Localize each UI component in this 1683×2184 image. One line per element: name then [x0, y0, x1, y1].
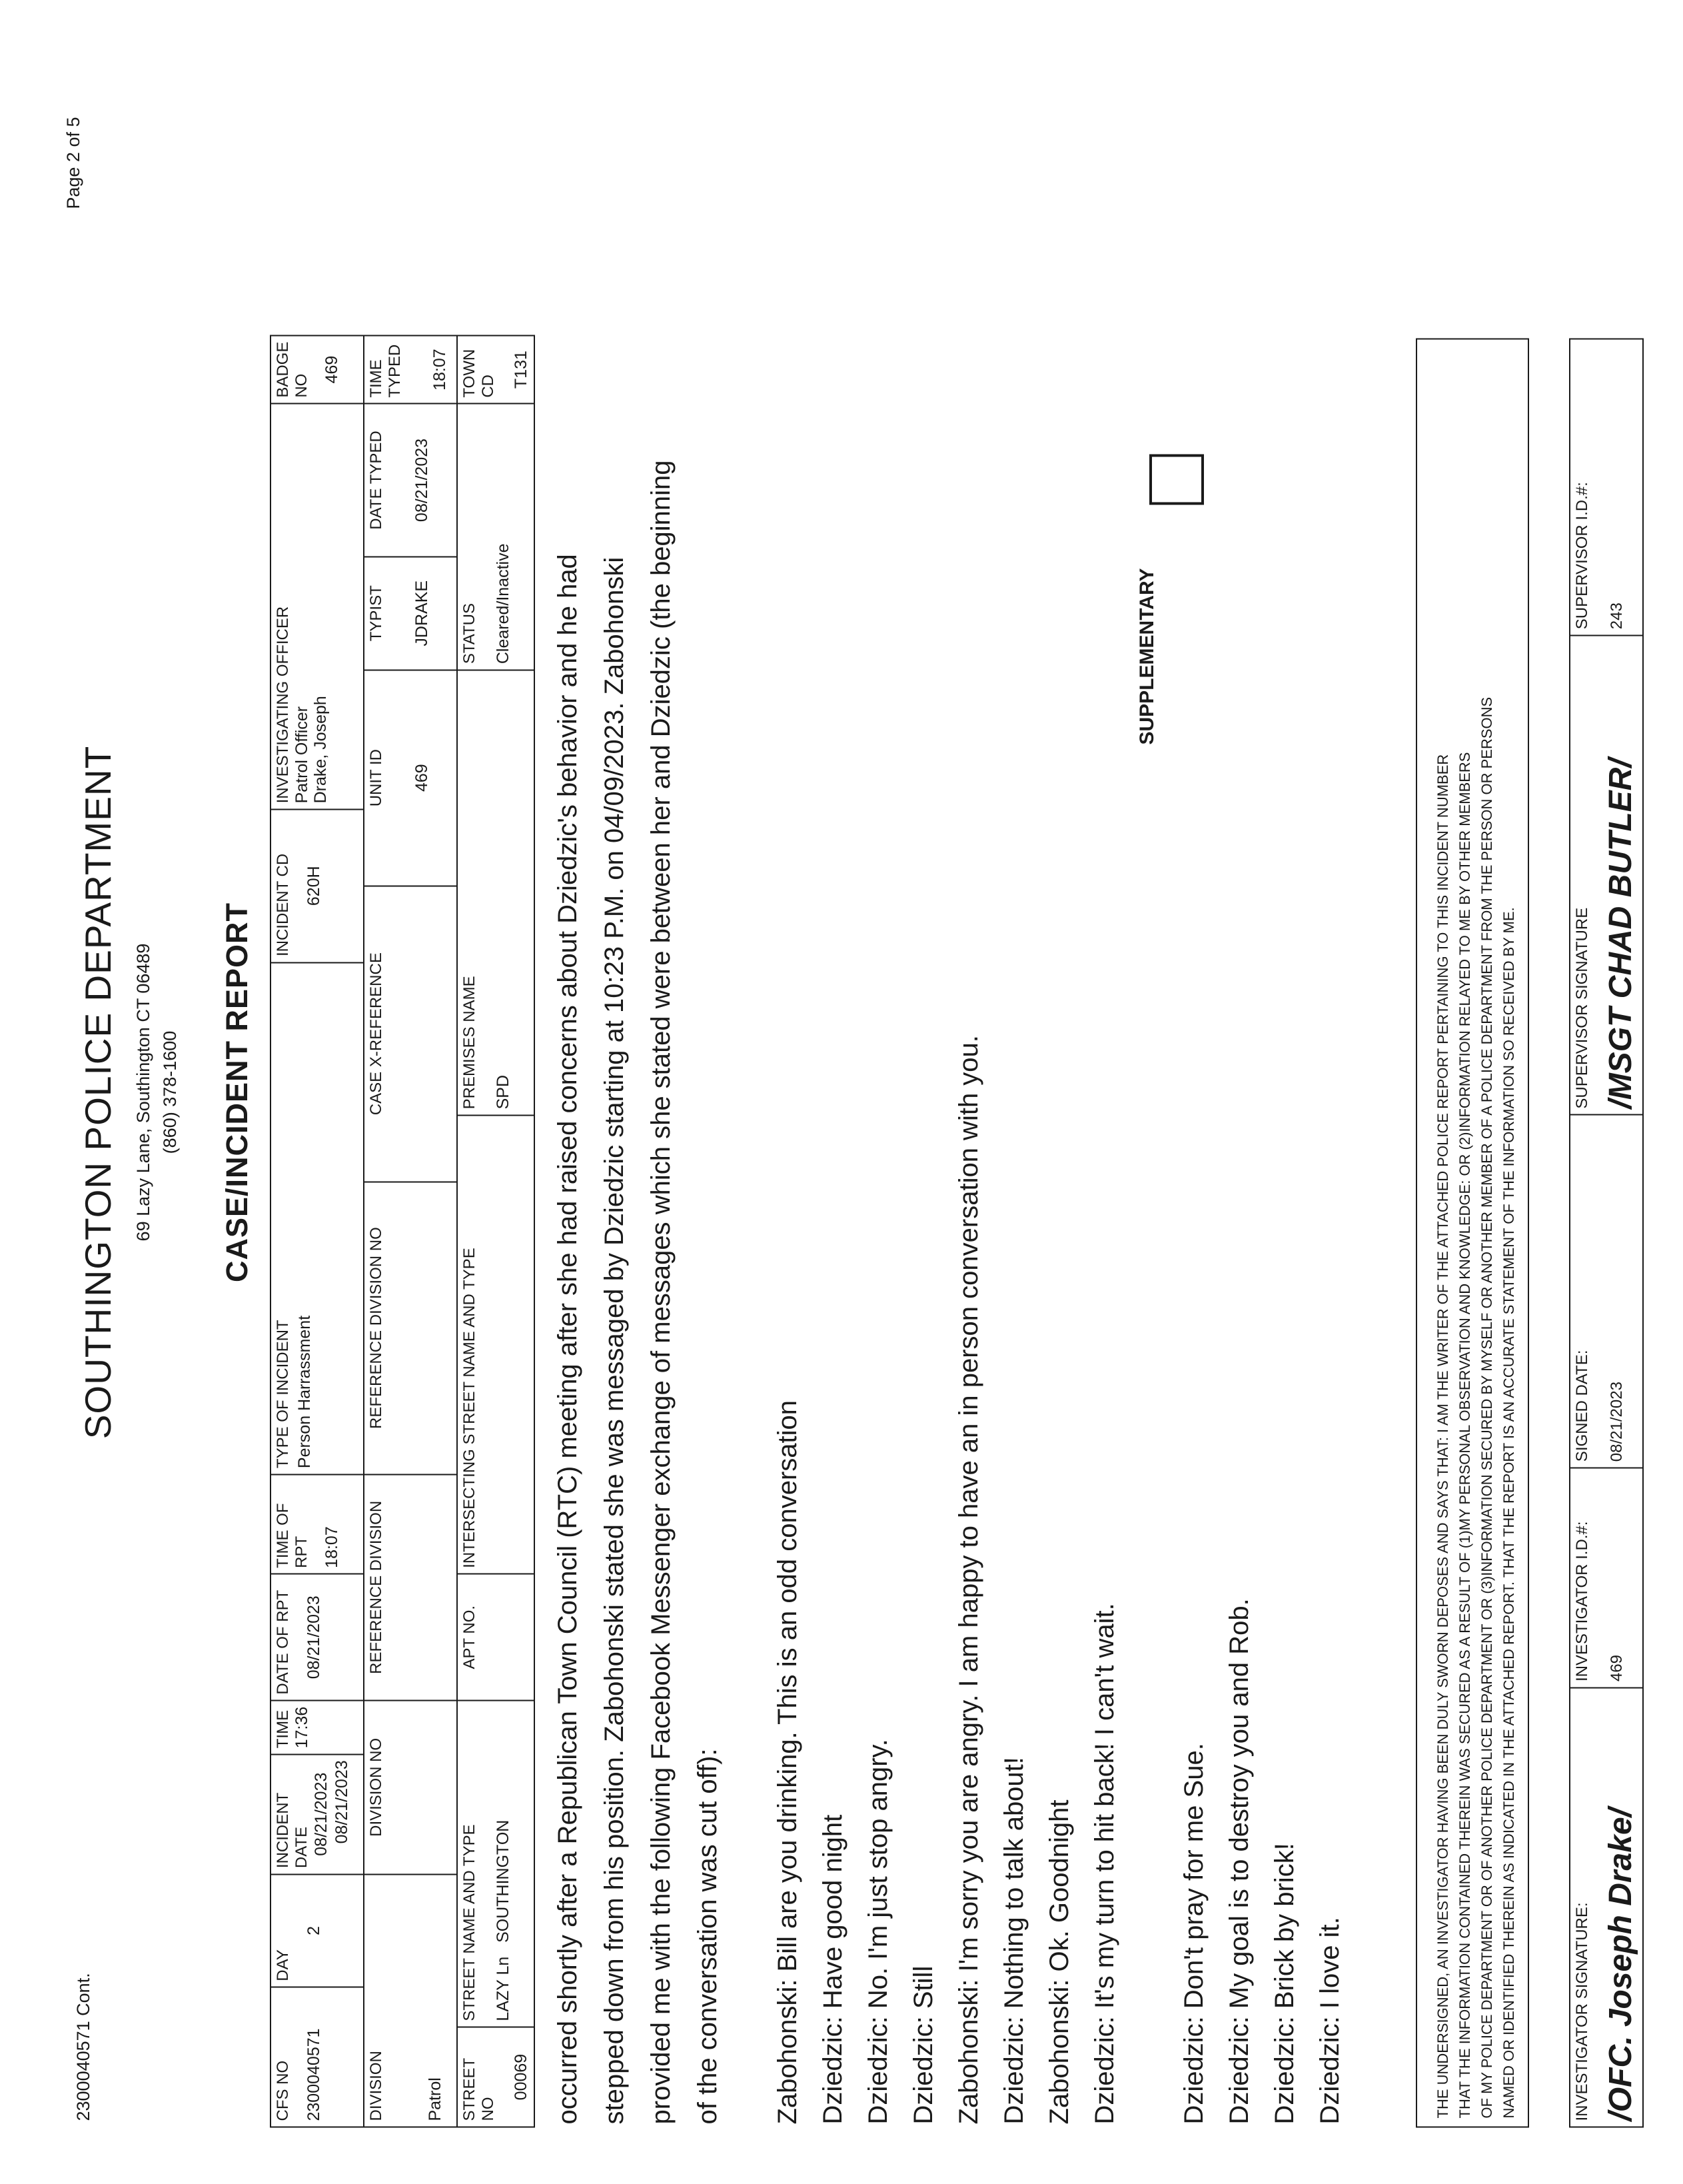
division-cell: DIVISION Patrol	[364, 1874, 457, 2127]
department-phone: (860) 378-1600	[160, 1030, 180, 1154]
message-line: Dziedzic: My goal is to destroy you and Rob.	[1225, 1598, 1254, 2124]
message-line: Dziedzic: It's my turn to hit back! I can't wait.	[1090, 1602, 1119, 2124]
supervisor-signature-cell: SUPERVISOR SIGNATURE /MSGT CHAD BUTLER/	[1570, 635, 1643, 1114]
signature-table	[1569, 338, 1644, 2127]
message-line: Dziedzic: Have good night	[818, 1814, 847, 2124]
document-id: 2300040571 Cont.	[73, 1972, 93, 2121]
supplementary-checkbox	[1149, 454, 1204, 505]
investigator-signature-cell: INVESTIGATOR SIGNATURE: /OFC. Joseph Drake/	[1570, 1687, 1643, 2127]
message-line: Dziedzic: Still	[909, 1965, 938, 2124]
supervisor-signature: /MSGT CHAD BUTLER/	[1602, 758, 1638, 1109]
narrative-line: occurred shortly after a Republican Town Council (RTC) meeting after she had raised concerns about Dziedzic's behavior and he had	[553, 553, 582, 2124]
report-title: CASE/INCIDENT REPORT	[220, 902, 254, 1282]
cfs-no-cell: CFS NO 2300040571	[271, 1987, 364, 2127]
intersecting-street-cell: INTERSECTING STREET NAME AND TYPE	[457, 1115, 534, 1574]
incident-cd-cell: INCIDENT CD 620H	[271, 809, 364, 962]
street-no-cell: STREET NO 00069	[457, 2027, 534, 2127]
apt-no-cell: APT NO.	[457, 1574, 534, 1700]
time-typed-cell: TIME TYPED 18:07	[364, 335, 457, 403]
time-cell: TIME 17:36	[271, 1700, 364, 1754]
message-line: Dziedzic: Don't pray for me Sue.	[1179, 1742, 1209, 2124]
message-line: Dziedzic: No. I'm just stop angry.	[863, 1738, 893, 2124]
type-of-incident-cell: TYPE OF INCIDENT Person Harrassment	[271, 962, 364, 1474]
narrative-line: stepped down from his position. Zabohonski stated she was messaged by Dziedzic starting at 10:23 P.M. on 04/09/2023. Zabohonski	[600, 556, 629, 2124]
signed-date-cell: SIGNED DATE: 08/21/2023	[1570, 1114, 1643, 1468]
department-name: SOUTHINGTON POLICE DEPARTMENT	[77, 745, 119, 1439]
department-address: 69 Lazy Lane, Southington CT 06489	[133, 943, 153, 1241]
typist-cell: TYPIST JDRAKE	[364, 556, 457, 670]
unit-id-cell: UNIT ID 469	[364, 670, 457, 886]
investigator-id-cell: INVESTIGATOR I.D.#: 469	[1570, 1468, 1643, 1687]
investigating-officer-cell: INVESTIGATING OFFICER Patrol Officer Drake, Joseph	[271, 403, 364, 809]
message-line: Dziedzic: Brick by brick!	[1270, 1842, 1299, 2124]
message-line: Dziedzic: Nothing to talk about!	[999, 1756, 1029, 2124]
narrative-line: of the conversation was cut off):	[693, 1747, 722, 2124]
incident-date-cell: INCIDENT DATE 08/21/2023 08/21/2023	[271, 1754, 364, 1874]
case-x-reference-cell: CASE X-REFERENCE	[364, 886, 457, 1182]
supplementary-label: SUPPLEMENTARY	[1136, 567, 1158, 744]
reference-division-no-cell: REFERENCE DIVISION NO	[364, 1182, 457, 1474]
page-number: Page 2 of 5	[63, 117, 83, 209]
day-cell: DAY 2	[271, 1874, 364, 1987]
status-cell: STATUS Cleared/Inactive	[457, 403, 534, 669]
reference-division-cell: REFERENCE DIVISION	[364, 1474, 457, 1701]
division-no-cell: DIVISION NO	[364, 1700, 457, 1873]
message-line: Dziedzic: I love it.	[1315, 1916, 1345, 2124]
narrative-line: provided me with the following Facebook Messenger exchange of messages which she stated were between her and Dziedzic (the beginning	[646, 460, 676, 2124]
date-of-rpt-cell: DATE OF RPT 08/21/2023	[271, 1574, 364, 1700]
premises-name-cell: PREMISES NAME SPD	[457, 670, 534, 1115]
affidavit-line: THAT THE INFORMATION CONTAINED THEREIN WAS SECURED AS A RESULT OF (1)MY PERSONAL OBSERVATION AND KNOWLEDGE: OR (2)INFORMATION RELAYED TO ME BY OTHER MEMBERS	[1456, 752, 1473, 2118]
affidavit-line: OF MY POLICE DEPARTMENT OR OF ANOTHER POLICE DEPARTMENT OR (3)INFORMATION SECURED BY MYSELF OR ANOTHER MEMBER OF A POLICE DEPARTMENT FROM THE PERSON OR PERSONS	[1478, 696, 1495, 2118]
street-name-cell: STREET NAME AND TYPE LAZY Ln SOUTHINGTON	[457, 1700, 534, 2027]
investigator-signature: /OFC. Joseph Drake/	[1602, 1807, 1638, 2121]
time-of-rpt-cell: TIME OF RPT 18:07	[271, 1474, 364, 1574]
affidavit-line: THE UNDERSIGNED, AN INVESTIGATOR HAVING BEEN DULY SWORN DEPOSES AND SAYS THAT: I AM THE WRITER OF THE ATTACHED POLICE REPORT PERTAINING TO THIS INCIDENT NUMBER	[1434, 754, 1451, 2118]
message-line: Zabohonski: Bill are you drinking. This is an odd conversation	[773, 1400, 802, 2124]
message-line: Zabohonski: I'm sorry you are angry. I am happy to have an in person conversation with you.	[954, 1034, 983, 2124]
badge-no-cell: BADGE NO 469	[271, 335, 364, 403]
affidavit-line: NAMED OR IDENTIFIED THEREIN AS INDICATED IN THE ATTACHED REPORT. THAT THE REPORT IS AN ACCURATE STATEMENT OF THE INFORMATION SO RECEIVED BY ME.	[1500, 906, 1517, 2118]
town-cd-cell: TOWN CD T131	[457, 335, 534, 403]
date-typed-cell: DATE TYPED 08/21/2023	[364, 403, 457, 556]
incident-info-table	[270, 335, 535, 2127]
supervisor-id-cell: SUPERVISOR I.D.#: 243	[1570, 339, 1643, 635]
affidavit-statement	[1416, 338, 1529, 2127]
message-line: Zabohonski: Ok. Goodnight	[1045, 1799, 1074, 2124]
